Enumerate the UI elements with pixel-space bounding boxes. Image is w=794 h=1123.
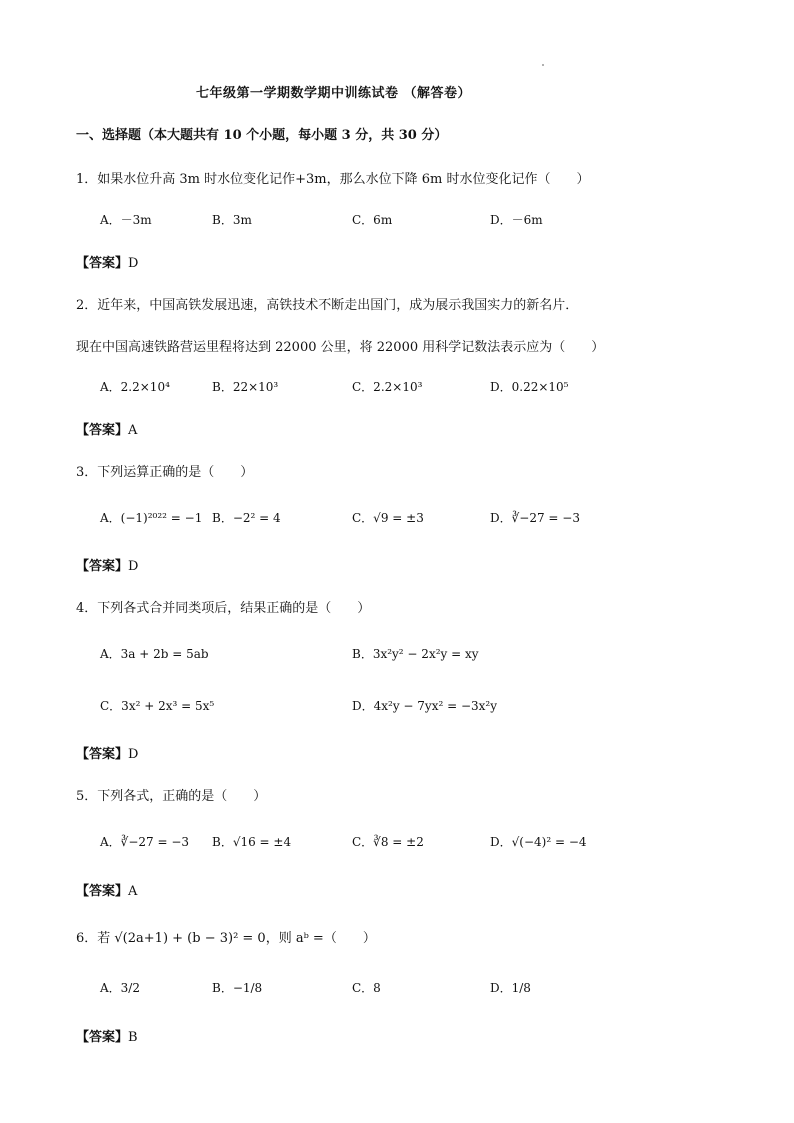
answer-label: 【答案】 bbox=[76, 747, 129, 762]
question-1-stem: 1．如果水位升高 3m 时水位变化记作+3m，那么水位下降 6m 时水位变化记作（ ） bbox=[76, 172, 590, 187]
question-5-option-a: A．∛−27 = −3 bbox=[100, 835, 190, 849]
question-2-stem-line2: 现在中国高速铁路营运里程将达到 22000 公里，将 22000 用科学记数法表示应为（ ） bbox=[76, 340, 605, 355]
question-2-option-b: B．22×10³ bbox=[212, 380, 279, 394]
question-2-option-a: A．2.2×10⁴ bbox=[100, 380, 170, 394]
question-2-option-c: C．2.2×10³ bbox=[352, 380, 423, 394]
section-heading: 一、选择题（本大题共有 10 个小题，每小题 3 分，共 30 分） bbox=[76, 128, 448, 143]
answer-value: D bbox=[128, 256, 139, 271]
answer-label: 【答案】 bbox=[76, 559, 129, 574]
question-6-option-d: D．1/8 bbox=[490, 981, 531, 995]
question-5-stem: 5．下列各式，正确的是（ ） bbox=[76, 789, 267, 804]
question-4-option-d: D．4x²y − 7yx² = −3x²y bbox=[352, 699, 498, 713]
question-4-answer bbox=[76, 743, 138, 762]
answer-label: 【答案】 bbox=[76, 1030, 129, 1045]
answer-label: 【答案】 bbox=[76, 423, 129, 438]
answer-label: 【答案】 bbox=[76, 884, 129, 899]
question-2-stem: 2．近年来，中国高铁发展迅速，高铁技术不断走出国门，成为展示我国实力的新名片． bbox=[76, 298, 579, 313]
question-3-stem: 3．下列运算正确的是（ ） bbox=[76, 465, 254, 480]
question-1-option-a: A．－3m bbox=[100, 213, 152, 227]
question-6-option-c: C．8 bbox=[352, 981, 381, 995]
question-3-option-a: A．(−1)²⁰²² = −1 bbox=[100, 511, 203, 525]
question-5-option-d: D．√(−4)² = −4 bbox=[490, 835, 587, 849]
answer-value: D bbox=[128, 559, 139, 574]
question-6-option-a: A．3/2 bbox=[100, 981, 140, 995]
page-title: 七年级第一学期数学期中训练试卷 （解答卷） bbox=[196, 86, 472, 101]
answer-value: A bbox=[128, 423, 138, 438]
question-1-option-d: D．－6m bbox=[490, 213, 543, 227]
answer-value: A bbox=[128, 884, 138, 899]
scan-dot bbox=[542, 64, 544, 66]
question-4-option-a: A．3a + 2b = 5ab bbox=[100, 647, 209, 661]
question-5-option-c: C．∛8 = ±2 bbox=[352, 835, 424, 849]
question-3-answer bbox=[76, 555, 138, 574]
question-2-answer bbox=[76, 419, 137, 438]
question-5-option-b: B．√16 = ±4 bbox=[212, 835, 292, 849]
answer-value: B bbox=[128, 1030, 138, 1045]
question-6-stem: 6．若 √(2a+1) + (b − 3)² = 0，则 aᵇ =（ ） bbox=[76, 931, 376, 946]
question-3-option-d: D．∛−27 = −3 bbox=[490, 511, 580, 525]
question-6-option-b: B．−1/8 bbox=[212, 981, 263, 995]
question-3-option-c: C．√9 = ±3 bbox=[352, 511, 424, 525]
question-4-option-c: C．3x² + 2x³ = 5x⁵ bbox=[100, 699, 215, 713]
question-3-option-b: B．−2² = 4 bbox=[212, 511, 281, 525]
question-1-option-b: B．3m bbox=[212, 213, 252, 227]
question-6-answer bbox=[76, 1026, 138, 1045]
question-2-option-d: D．0.22×10⁵ bbox=[490, 380, 569, 394]
question-5-answer bbox=[76, 880, 137, 899]
question-4-stem: 4．下列各式合并同类项后，结果正确的是（ ） bbox=[76, 601, 371, 616]
answer-label: 【答案】 bbox=[76, 256, 129, 271]
answer-value: D bbox=[128, 747, 139, 762]
question-4-option-b: B．3x²y² − 2x²y = xy bbox=[352, 647, 479, 661]
question-1-option-c: C．6m bbox=[352, 213, 393, 227]
question-1-answer bbox=[76, 252, 138, 271]
